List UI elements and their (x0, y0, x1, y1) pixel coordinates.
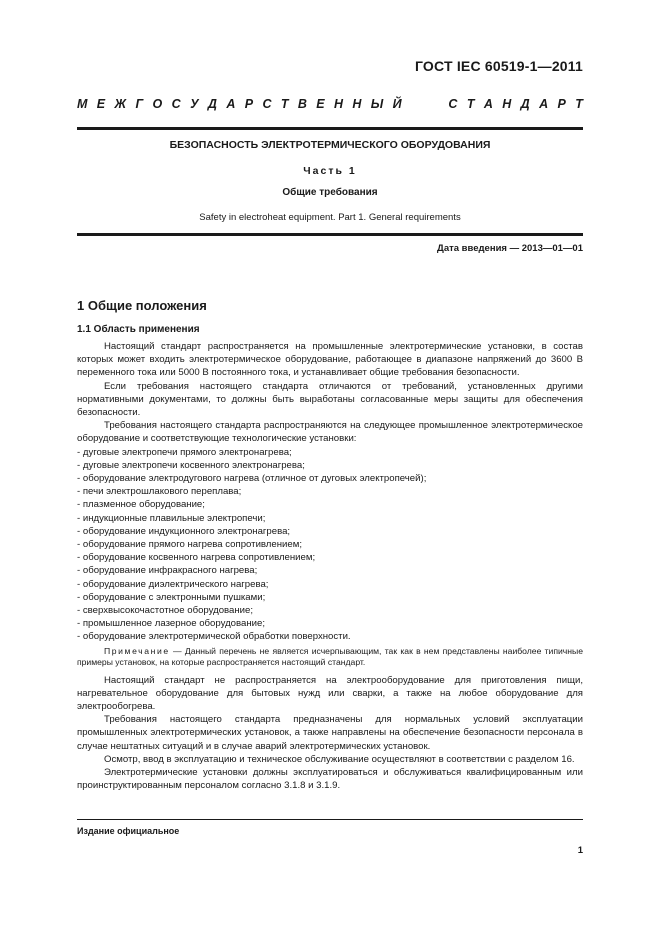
paragraph: Требования настоящего стандарта предназначены для нормальных условий эксплуатации промышленных электротермических установок, а также направлены на обеспечение безопасности персонала в случае нештатных ситуаций и в случае аварий электротермических установок. (77, 714, 583, 752)
part-number: Часть 1 (303, 165, 357, 177)
introduction-date: Дата введения — 2013—01—01 (437, 243, 583, 254)
standard-title: БЕЗОПАСНОСТЬ ЭЛЕКТРОТЕРМИЧЕСКОГО ОБОРУДОВАНИЯ (169, 139, 491, 151)
banner-letter: Ж (114, 97, 127, 111)
edition-label: Издание официальное (77, 826, 180, 836)
banner-letter: Г (135, 97, 144, 111)
list-item: - оборудование косвенного нагрева сопротивлением; (77, 552, 316, 564)
document-body (77, 298, 583, 793)
list-item: - плазменное оборудование; (77, 499, 205, 511)
paragraph: Настоящий стандарт распространяется на промышленные электротермические установки, в состав которых может входить электротермическое оборудование, работающее в диапазоне напряжений до 3600 В переменного тока или 5000 В постоянного тока, и устанавливает общие требования безопасности. (77, 341, 583, 379)
banner-letter: М (77, 97, 88, 111)
note (77, 646, 583, 669)
list-item: - оборудование инфракрасного нагрева; (77, 565, 258, 577)
banner-letter: С (171, 97, 181, 111)
list-item: - оборудование с электронными пушками; (77, 591, 266, 603)
interstate-standard-banner (77, 97, 583, 111)
banner-letter: В (297, 97, 307, 111)
list-item: - сверхвысокочастотное оборудование; (77, 605, 254, 617)
page-number: 1 (577, 845, 583, 856)
banner-letter: Р (557, 97, 566, 111)
banner-letter: А (226, 97, 236, 111)
list-item: - печи электрошлакового переплава; (77, 486, 242, 498)
list-item: - промышленное лазерное оборудование; (77, 618, 265, 630)
banner-letter: Р (244, 97, 254, 111)
part-name: Общие требования (282, 187, 378, 198)
banner-letter: С (262, 97, 272, 111)
banner-letter: Д (207, 97, 217, 111)
list-item: - оборудование индукционного электронагрева; (77, 525, 291, 537)
paragraph: Осмотр, ввод в эксплуатацию и техническое обслуживание осуществляют в соответствии с разделом 16. (104, 753, 575, 765)
section-heading: 1 Общие положения (77, 298, 207, 313)
footer-divider (77, 819, 583, 820)
banner-letter: Т (575, 97, 583, 111)
banner-letter: Ы (370, 97, 384, 111)
list-item: - оборудование электротермической обработки поверхности. (77, 631, 351, 643)
banner-letter: Н (502, 97, 512, 111)
list-item: - оборудование прямого нагрева сопротивлением; (77, 539, 302, 551)
banner-letter: Т (280, 97, 289, 111)
list-item: - дуговые электропечи прямого электронагрева; (77, 446, 292, 458)
subsection-heading: 1.1 Область применения (77, 324, 200, 335)
title-divider (77, 233, 583, 236)
banner-letter: Д (520, 97, 530, 111)
top-divider (77, 127, 583, 130)
list-item: - дуговые электропечи косвенного электронагрева; (77, 459, 305, 471)
list-item: - оборудование диэлектрического нагрева; (77, 578, 269, 590)
paragraph: Электротермические установки должны эксплуатироваться и обслуживаться квалифицированным или проинструктированным персоналом согласно 3.1.8 и 3.1.9. (77, 767, 583, 792)
banner-letter: Е (96, 97, 106, 111)
list-item: - оборудование электродугового нагрева (отличное от дуговых электропечей); (77, 473, 427, 485)
banner-letter: О (152, 97, 163, 111)
note-label: Примечание (104, 645, 170, 656)
banner-letter: Й (392, 97, 402, 111)
banner-letter: У (190, 97, 199, 111)
banner-letter: Н (352, 97, 362, 111)
paragraph: Если требования настоящего стандарта отличаются от требований, установленных другими нормативными документами, то должны быть выработаны согласованные меры защиты для обеспечения безопасности. (77, 380, 583, 419)
english-title: Safety in electroheat equipment. Part 1. General requirements (199, 212, 461, 223)
banner-letter: С (448, 97, 458, 111)
banner-letter: А (483, 97, 493, 111)
document-code: ГОСТ IEC 60519-1—2011 (414, 58, 583, 74)
equipment-list (77, 446, 583, 644)
paragraph: Настоящий стандарт не распространяется на электрооборудование для приготовления пищи, нагревательное оборудование для бытовых нужд или сварки, а также на любое оборудование для электрообогрева. (77, 674, 583, 713)
note-text: — Данный перечень не является исчерпывающим, так как в нем представлены наиболее типичные примеры установок, на которые распространяется настоящий стандарт. (77, 645, 583, 668)
banner-letter: Н (333, 97, 344, 111)
list-item: - индукционные плавильные электропечи; (77, 512, 266, 524)
banner-letter: А (539, 97, 549, 111)
banner-letter: Т (466, 97, 475, 111)
paragraph: Требования настоящего стандарта распространяются на следующее промышленное электротермическое оборудование и соответствующие технологические установки: (77, 420, 583, 445)
banner-letter: Е (316, 97, 325, 111)
banner-word-gap (411, 97, 439, 111)
